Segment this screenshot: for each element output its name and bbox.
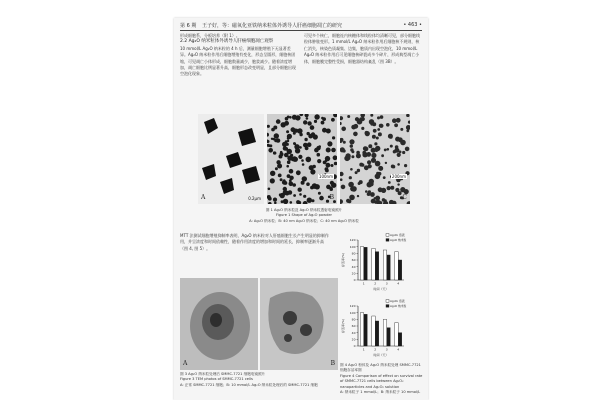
particle-dot [370,114,373,117]
particle-dot [377,116,380,119]
particle-dot [357,169,360,172]
particle-dot [385,162,387,164]
tem-cell-image [180,278,258,370]
particle-dot [397,163,400,166]
y-tick-label: 120 [349,304,356,309]
particle-dot [340,138,344,142]
particle-micrograph [267,114,337,204]
particle-dot [267,133,269,137]
particle-dot [285,117,289,121]
figure1-panel-c [340,114,410,204]
particle-dot [310,186,314,190]
y-tick-label: 80 [351,317,356,322]
x-tick-label: 3 [385,347,388,352]
particle-dot [329,187,332,190]
particle-dot [393,150,396,153]
particle-dot [273,126,277,130]
particle-dot [369,179,374,184]
particle-dot [267,125,270,128]
particle-dot [351,155,354,158]
particle-dot [308,134,313,139]
particle-dot [325,129,328,132]
header-rule [180,30,422,31]
particle-dot [373,129,377,133]
particle-dot [349,139,354,144]
panel-label: A [201,194,206,201]
particle-dot [361,127,364,130]
particle-dot [290,154,293,157]
particle-dot [349,176,352,179]
particle-dot [397,183,399,185]
right-column-top [304,33,422,103]
caption-cn: 图 4 Ag₂O 粉体及 Ag₂O 纳米粒处理 SMMC-7721 细胞存活率图 [340,363,421,373]
particle-dot [317,153,321,157]
x-axis-label: 时间（天） [373,353,389,357]
particle-dot [303,120,307,124]
particle-dot [306,182,310,186]
bar [398,260,401,280]
y-axis-label: 存活率(%) [341,252,345,268]
particle-dot [317,159,321,163]
particle-dot [268,148,273,153]
particle-dot [289,182,294,187]
particle-dot [321,117,324,120]
particle-dot [293,194,296,197]
x-tick-label: 3 [385,281,388,286]
page-number: • 463 • [403,22,422,28]
particle-dot [321,121,325,125]
caption-sub: A: 纳米粒子 1 mmol/L；B: 纳米粒子 10 mmol/L [340,390,421,395]
particle-dot [371,158,376,163]
legend-label: Ag₂O₂ 溶液 [390,299,405,303]
particle-dot [326,148,331,153]
particle-dot [365,190,368,193]
paragraph: 10 mmol/L Ag₂O 纳米粒的 4 h 后，测量细胞增殖下无显著差异。Ag₂O 纳米粒作用后细胞增殖有变化，形态呈圆形，细胞核固缩，可见凋亡小体形成，细胞数量减少，胞浆减少。随着浓度增加，凋亡细胞比例显著升高，细胞形态改变明显，且部分细胞出现空泡化现象。 [180,45,296,77]
particle-dot [297,128,302,133]
particle-dot [286,143,289,146]
particle-dot [356,151,360,155]
particle-dot [365,131,370,136]
particle-dot [387,186,391,190]
particle-dot [378,166,383,171]
y-tick-label: 0 [353,344,356,349]
x-tick-label: 2 [374,347,377,352]
particle-dot [307,121,311,125]
particle-dot [325,159,328,162]
x-tick-label: 2 [374,281,377,286]
particle-dot [368,144,372,148]
particle-dot [293,142,296,145]
particle-dot [276,119,281,124]
text-line: 形成细胞系，分板培养（附 1）。 [180,33,240,38]
particle-dot [292,156,297,161]
particle-dot [314,120,317,123]
particle-dot [340,116,343,120]
particle-dot [341,185,346,190]
left-column-top [180,33,298,103]
bar [383,250,386,280]
bar [372,316,375,346]
bar-chart-survival-b [340,296,424,362]
particle-dot [274,133,279,138]
particle-dot [302,163,305,166]
caption-en: Figure 4 Comparison of effect on survival rate of SMMC-7721 cells between Ag₂O₂ nanoparticles and Ag₂O₂ solution [340,373,423,389]
particle-dot [295,148,300,153]
particle-dot [270,171,275,176]
particle-dot [325,169,329,173]
particle-dot [289,179,292,182]
x-tick-label: 4 [397,347,400,352]
particle-dot [331,183,336,188]
particle-dot [284,121,289,126]
particle-dot [340,172,344,176]
particle-dot [303,195,306,198]
particle-dot [316,146,320,150]
bar-chart-survival-a [340,230,424,296]
legend-swatch [386,234,389,237]
particle-dot [283,190,288,195]
particle-dot [381,188,386,193]
particle-dot [273,198,277,202]
particle-dot [314,114,319,119]
caption-sub: A: Ag₂O 纳米粒；B: 40 nm Ag₂O 纳米粒；C: 40 nm Ag₂O 纳米粒 [249,218,359,223]
particle-dot [392,118,397,123]
y-tick-label: 100 [349,244,356,249]
bar [375,321,378,346]
particle-dot [268,188,271,191]
particle-dot [394,123,398,127]
caption-cn: 图 1 Ag₂O 纳米粒及 Ag₂O 纳米粒透射电镜照片 [265,208,343,212]
legend-label: Ag₂O 纳米粒 [390,304,407,308]
particle-dot [353,132,358,137]
scale-bar: 200nm [391,174,406,179]
particle-dot [382,198,386,202]
paragraph: MTT 法测试细胞增殖抑制率表明，Ag₂O 纳米粒对人肝癌细胞生长产生明显的抑制作用，并呈浓度和时间依赖性，随着作用浓度的增加和时间的延长，抑制率逐渐升高（图 4, 图 5）。 [180,233,329,251]
particle-dot [333,114,337,117]
x-tick-label: 1 [362,347,365,352]
y-tick-label: 120 [349,238,356,243]
figure3-panel-a [180,278,258,370]
particle-dot [368,164,372,168]
particle-dot [295,115,300,120]
particle-dot [331,164,334,167]
particle-dot [346,199,350,203]
particle-dot [333,155,337,160]
particle-dot [350,144,353,147]
particle-dot [397,153,401,157]
caption-cn: 图 3 Ag₂O 纳米粒处理后 SMMC-7721 细胞电镜照片 [180,372,266,376]
nanoparticle-shapes [198,114,264,204]
particle-dot [343,141,346,144]
particle-dot [388,181,391,184]
particle-dot [274,202,277,204]
particle-dot [399,151,402,154]
legend-swatch [386,239,389,242]
particle-dot [305,146,309,150]
particle-dot [331,148,336,153]
particle-dot [301,181,305,185]
particle-dot [350,168,353,171]
panel-label: C [402,194,407,201]
particle-dot [390,145,393,148]
left-column-mid [180,233,330,277]
particle-dot [407,201,410,204]
particle-dot [376,137,379,140]
particle-dot [378,132,382,136]
y-tick-label: 40 [351,264,356,269]
bar [398,333,401,346]
y-tick-label: 60 [351,258,356,263]
legend-label: Ag₂O₂ 溶液 [390,233,405,237]
particle-dot [331,118,335,122]
particle-dot [383,176,386,179]
particle-dot [375,146,380,151]
y-tick-label: 60 [351,324,356,329]
bar [375,252,378,280]
bar [360,247,363,280]
bar [395,252,398,280]
particle-dot [395,145,399,149]
particle-dot [334,162,337,166]
particle-dot [296,200,300,204]
bar [372,248,375,280]
particle-dot [276,138,280,142]
particle-dot [273,151,276,154]
particle-dot [366,152,371,157]
x-tick-label: 1 [362,281,365,286]
legend-swatch [386,305,389,308]
particle-micrograph [340,114,410,204]
particle-dot [291,127,296,132]
particle-dot [408,121,410,124]
particle-dot [381,154,384,157]
particle-dot [395,137,400,142]
particle-dot [350,148,353,151]
particle-dot [270,178,275,183]
particle-dot [296,170,301,175]
particle-dot [312,165,316,169]
particle-dot [340,199,343,204]
particle-dot [379,124,383,128]
particle-dot [301,159,304,162]
figure3-caption [180,372,338,388]
particle-dot [284,153,289,158]
particle-dot [387,148,390,151]
header-title: 王子好，等：磁氧化亚铁纳米粒体外诱导人肝癌细胞凋亡的研究 [202,23,343,29]
particle-dot [289,169,294,174]
particle-dot [276,160,280,164]
particle-dot [310,169,315,174]
particle-dot [327,141,332,146]
particle-dot [347,156,351,160]
particle-dot [357,195,359,197]
particle-dot [361,117,365,121]
particle-dot [280,151,283,154]
particle-dot [398,191,402,195]
particle-dot [269,144,272,147]
particle-dot [374,142,377,145]
particle-dot [275,167,278,170]
y-tick-label: 0 [353,278,356,283]
figure3-panel-b [260,278,338,370]
particle-dot [290,201,293,204]
particle-dot [377,128,380,131]
panel-label: A [183,360,188,367]
particle-dot [288,190,293,195]
particle-dot [363,146,368,151]
particle-dot [374,197,377,200]
y-axis-label: 存活率(%) [341,318,345,334]
y-tick-label: 100 [349,310,356,315]
particle-dot [349,195,355,201]
journal-page [174,18,428,400]
particle-dot [282,180,287,185]
section-heading: 2.2 Ag₂O 纳米粒体外诱导人肝癌细胞凋亡观察 [180,39,274,45]
bar [387,328,390,346]
y-tick-label: 20 [351,271,356,276]
particle-dot [305,114,309,117]
particle-dot [280,178,283,181]
panel-label: B [329,194,334,201]
caption-en: Figure 3 TEM photos of SMMC-7721 cells [180,377,253,382]
bar [364,247,367,280]
particle-dot [370,192,375,197]
particle-dot [278,174,282,178]
paragraph: 可见多个核仁，细胞连内核糖体和线粒体均清晰可见，部分细胞线粒体肿胀变形。1 mmol/L Ag₂O 纳米粒作用后细胞核不规则，核仁消失，核染色质凝集、边集，胞质内出现空泡化，10 mmol/L Ag₂O 纳米粒作用后可见细胞核碎裂成多个碎片，形成典型凋亡小体，细胞膜完整性受损，细胞器结构紊乱（图 3B）。 [304,33,420,64]
y-tick-label: 80 [351,251,356,256]
particle-dot [353,124,358,129]
particle-dot [306,157,312,163]
particle-dot [372,122,376,126]
scale-bar: 0.2μm [248,196,261,201]
particle-dot [332,136,335,139]
particle-dot [404,164,407,167]
particle-dot [312,200,315,203]
particle-dot [318,192,321,195]
particle-dot [279,193,282,196]
panel-label: B [330,360,335,367]
particle-dot [286,165,289,168]
particle-dot [293,132,296,135]
particle-dot [310,125,315,130]
issue-label: 第 6 期 [180,23,197,29]
particle-dot [287,160,291,164]
particle-dot [405,147,410,152]
particle-dot [286,130,289,133]
particle-dot [390,136,393,139]
particle-dot [287,134,292,139]
particle-dot [406,125,410,130]
particle-dot [400,187,405,192]
particle-dot [389,200,394,204]
particle-dot [400,128,403,131]
particle-dot [402,151,405,154]
x-axis-label: 时间（天） [373,287,389,291]
particle-dot [298,155,302,159]
particle-dot [284,200,288,204]
particle-dot [341,127,346,132]
particle-dot [371,153,376,158]
particle-dot [384,149,387,152]
figure1-panel-a [198,114,264,204]
tem-cell-image [260,278,338,370]
x-tick-label: 4 [397,281,400,286]
particle-dot [304,138,307,141]
particle-dot [298,188,302,192]
particle-dot [326,163,331,168]
particle-dot [319,196,324,201]
particle-dot [372,135,376,139]
y-tick-label: 40 [351,330,356,335]
figure4-caption [340,363,424,395]
bar [395,323,398,346]
figure1-caption [194,208,414,224]
particle-dot [268,202,272,204]
particle-dot [358,182,361,185]
particle-dot [367,160,371,164]
particle-dot [273,138,276,141]
caption-en: Figure 1 Shape of Ag₂O powder [275,213,333,218]
particle-dot [299,114,303,116]
scale-bar: 100nm [318,174,333,179]
particle-dot [287,174,291,178]
legend-swatch [386,300,389,303]
bar [364,314,367,346]
particle-dot [303,201,308,204]
y-tick-label: 20 [351,337,356,342]
particle-dot [307,198,312,203]
particle-dot [306,117,309,120]
particle-dot [375,174,381,180]
particle-dot [380,115,384,119]
particle-dot [386,123,390,127]
particle-dot [299,146,302,149]
particle-dot [340,178,343,181]
particle-dot [391,165,395,169]
bar [387,255,390,280]
particle-dot [299,193,302,196]
particle-dot [390,186,394,190]
particle-dot [302,176,307,181]
figure1-panel-b [267,114,337,204]
bar [360,313,363,346]
caption-sub: A: 正常 SMMC-7721 细胞；B: 10 mmol/L Ag₂O 纳米粒处理后的 SMMC-7721 细胞 [180,382,318,387]
legend-label: Ag₂O 纳米粒 [390,238,407,242]
bar [383,319,386,346]
particle-dot [359,163,363,167]
particle-dot [340,122,342,125]
particle-dot [347,115,350,118]
particle-dot [351,186,357,192]
